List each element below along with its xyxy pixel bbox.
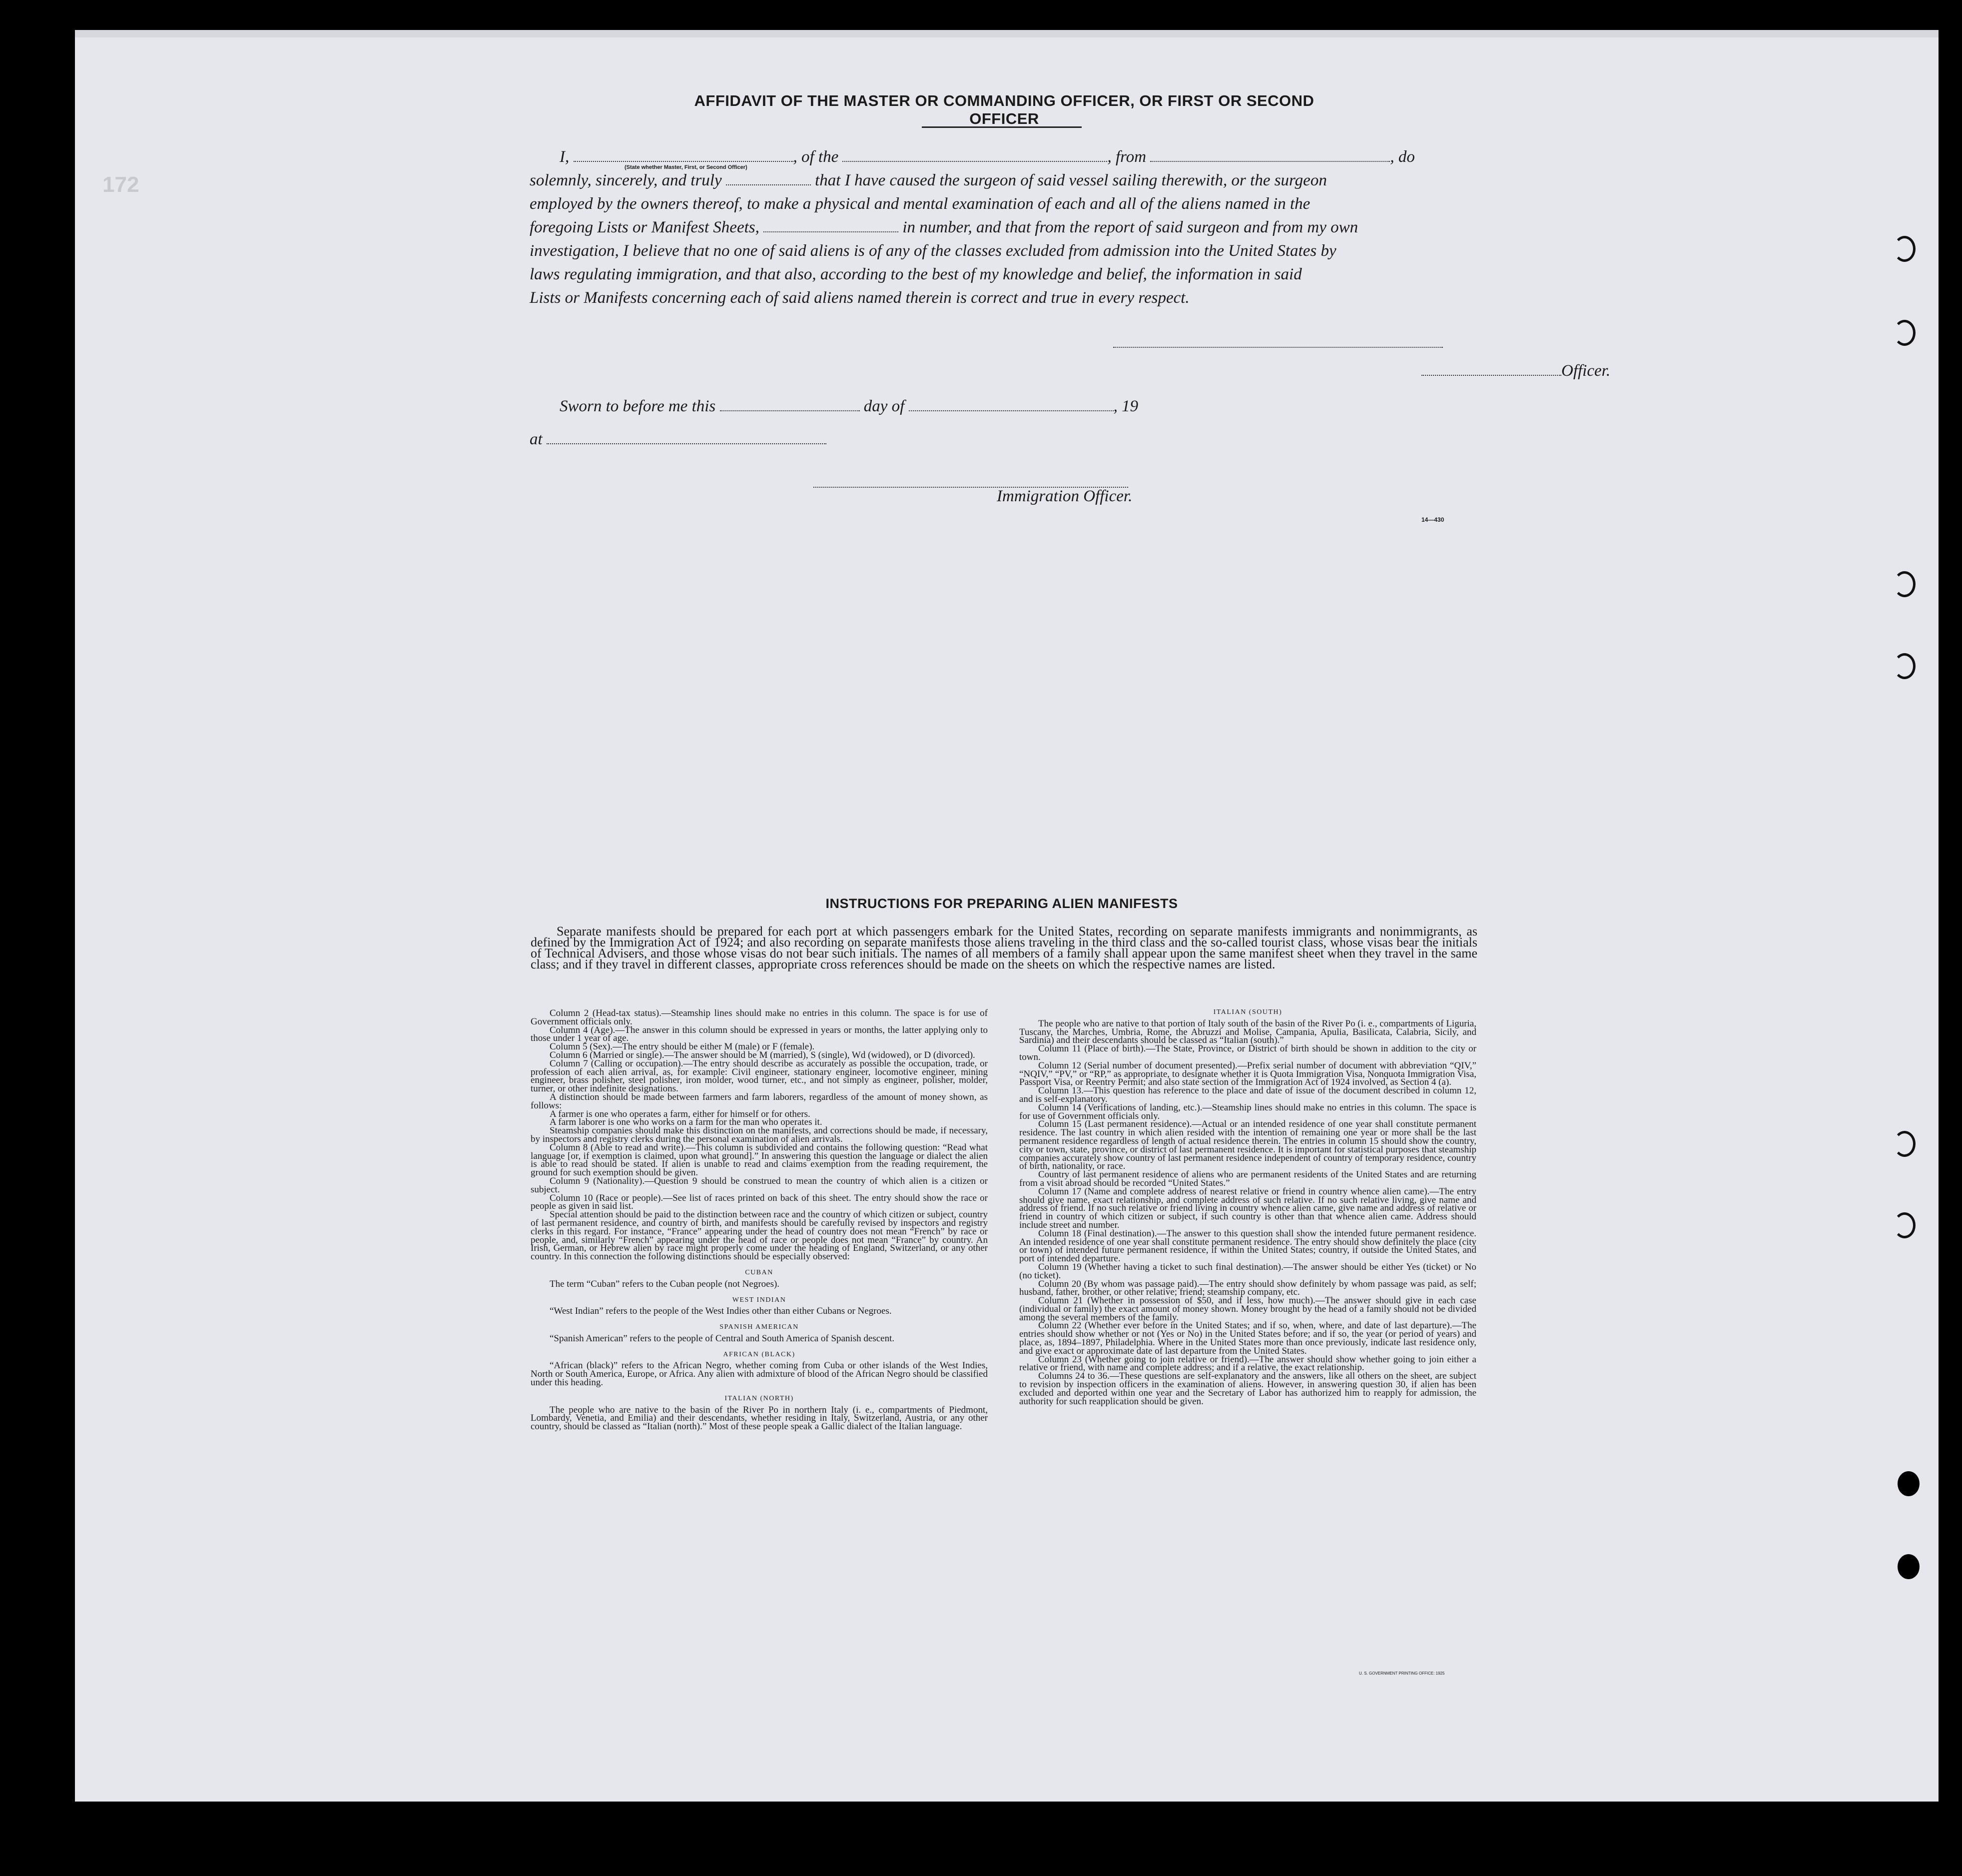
instruction-paragraph: The people who are native to that portion of Italy south of the basin of the River Po (i. e., compartments of Liguria, Tuscany, the Marches, Umbria, Rome, the Abruzzi and Molise, Campania, Apulia, Basilicata, Calabria, Sicily, and Sardinia) and their descendants should be classed as “Italian (south).” bbox=[1019, 1018, 1476, 1046]
instructions-right-column bbox=[1019, 1008, 1476, 1406]
officer-title-field[interactable] bbox=[1421, 364, 1561, 376]
affidavit-line-1: I, , of the , from , do bbox=[560, 148, 1415, 166]
instruction-paragraph: Column 17 (Name and complete address of nearest relative or friend in country whence alien came).—The entry should give name, exact relationship, and complete address of such relative. If no such relative living, give name and address of friend. If no such relative or friend living in country whence alien came, give name and address of relative or friend in country of which citizen or subject, if such country is other than that whence alien came. Address should include street and number. bbox=[1019, 1186, 1476, 1230]
solemnly-field[interactable] bbox=[726, 173, 811, 185]
instruction-paragraph: Column 11 (Place of birth).—The State, Province, or District of birth should be shown in addition to the city or town. bbox=[1019, 1043, 1476, 1062]
title-divider bbox=[922, 126, 1082, 128]
officer-rank-field[interactable] bbox=[574, 150, 793, 162]
vessel-name-field[interactable] bbox=[842, 150, 1107, 162]
binder-hole-icon bbox=[1898, 1471, 1920, 1496]
officer-signature: Officer. bbox=[1421, 362, 1610, 380]
immigration-officer-label: Immigration Officer. bbox=[997, 487, 1133, 505]
instruction-paragraph: Country of last permanent residence of aliens who are permanent residents of the United States and are returning from a visit abroad should be recorded “United States.” bbox=[1019, 1169, 1476, 1188]
instruction-paragraph: Column 12 (Serial number of document presented).—Prefix serial number of document with abbreviation “QIV,” “NQIV,” “PV,” or “RP,” as appropriate, to designate whether it is Quota Immigration Visa, Nonquota Immigration Visa, Passport Visa, or Reentry Permit; and also state section of the Immigration Act of 1924 involved, as Section 4 (a). bbox=[1019, 1060, 1476, 1088]
instruction-paragraph: Column 10 (Race or people).—See list of races printed on back of this sheet. The entry should show the race or people as given in said list. bbox=[531, 1192, 988, 1212]
instruction-paragraph: Column 14 (Verifications of landing, etc.).—Steamship lines should make no entries in this column. The space is for use of Government officials only. bbox=[1019, 1102, 1476, 1121]
affidavit-title: AFFIDAVIT OF THE MASTER OR COMMANDING OFFICER, OR FIRST OR SECOND OFFICER bbox=[694, 92, 1314, 127]
section-heading: CUBAN bbox=[745, 1268, 773, 1276]
affidavit-line-4: foregoing Lists or Manifest Sheets, in number, and that from the report of said surgeon and from my own bbox=[530, 218, 1358, 236]
instruction-paragraph: Column 15 (Last permanent residence).—Actual or an intended residence of one year shall constitute permanent residence. The last country in which alien resided with the intention of remaining one year or more shall be the last permanent residence regardless of length of actual residence therein. The entries in column 15 should show the country, city or town, state, province, or district of last permanent residence. It is important for statistical purposes that steamship companies accurately show country of last permanent residence independent of country of temporary residence, country of birth, nationality, or race. bbox=[1019, 1119, 1476, 1172]
binder-hole-icon bbox=[1898, 1554, 1920, 1579]
instruction-paragraph: “African (black)” refers to the African Negro, whether coming from Cuba or other islands of the West Indies, North or South America, Europe, or Africa. Any alien with admixture of blood of the African Negro should be classified under this heading. bbox=[531, 1360, 988, 1388]
instruction-paragraph: Column 13.—This question has reference to the place and date of issue of the document described in column 12, and is self-explanatory. bbox=[1019, 1085, 1476, 1104]
instruction-paragraph: Column 7 (Calling or occupation).—The entry should describe as accurately as possible the occupation, trade, or profession of each alien arrival, as, for example: Civil engineer, stationary engineer, locomotive engineer, mining engineer, brass polisher, steel polisher, iron molder, wood turner, etc., and not simply as engineer, polisher, molder, turner, or other indefinite designations. bbox=[531, 1058, 988, 1094]
instruction-paragraph: Column 22 (Whether ever before in the United States; and if so, when, where, and date of last departure).—The entries should show whether or not (Yes or No) in the United States before; and if so, the year (or period of years) and place, as, 1894–1897, Philadelphia. Where in the United States more than once previously, indicate last residence only, and give exact or approximate date of last departure from the United States. bbox=[1019, 1320, 1476, 1356]
instruction-paragraph: Column 18 (Final destination).—The answer to this question shall show the intended future permanent residence. An intended residence of one year shall constitute permanent residence. The entry should show definitely the place (city or town) of intended future permanent residence, if within the United States; country, if outside the United States, and port of intended departure. bbox=[1019, 1228, 1476, 1264]
instruction-paragraph: Column 20 (By whom was passage paid).—The entry should show definitely by whom passage was paid, as self; husband, father, brother, or other relative; friend; steamship company, etc. bbox=[1019, 1278, 1476, 1298]
instructions-intro: Separate manifests should be prepared for each port at which passengers embark for the United States, recording on separate manifests immigrants and nonimmigrants, as defined by the Immigration Act of 1924; and also recording on separate manifests those aliens traveling in the third class and the so-called tourist class, whose visas bear the initials of Technical Advisers, and those whose visas do not bear such initials. The names of all members of a family shall appear upon the same manifest sheet when they travel in the same class; and if they travel in different classes, appropriate cross references should be made on the sheets on which the respective names are listed. bbox=[531, 924, 1477, 971]
instruction-paragraph: Column 23 (Whether going to join relative or friend).—The answer should show whether going to join either a relative or friend, with name and complete address; and if a relative, the exact relationship. bbox=[1019, 1354, 1476, 1373]
officer-signature-line[interactable] bbox=[1113, 347, 1443, 348]
instruction-paragraph: Column 4 (Age).—The answer in this column should be expressed in years or months, the latter applying only to those under 1 year of age. bbox=[531, 1024, 988, 1044]
affidavit-line-6: laws regulating immigration, and that also, according to the best of my knowledge and belief, the information in said bbox=[530, 265, 1302, 283]
binder-hole-icon bbox=[1894, 236, 1916, 262]
instruction-paragraph: A farm laborer is one who works on a farm for the man who operates it. bbox=[550, 1117, 822, 1128]
affidavit-line-2: solemnly, sincerely, and truly that I have caused the surgeon of said vessel sailing therewith, or the surgeon bbox=[530, 171, 1327, 189]
instruction-paragraph: The people who are native to the basin of the River Po in northern Italy (i. e., compartments of Piedmont, Lombardy, Venetia, and Emilia) and their descendants, whether residing in Italy, Switzerland, Austria, or any other country, should be classed as “Italian (north).” Most of these people speak a Gallic dialect of the Italian language. bbox=[531, 1404, 988, 1432]
section-heading: AFRICAN (BLACK) bbox=[723, 1350, 795, 1358]
instructions-title: INSTRUCTIONS FOR PREPARING ALIEN MANIFESTS bbox=[825, 896, 1178, 911]
printer-imprint: U. S. GOVERNMENT PRINTING OFFICE: 1925 bbox=[1359, 1671, 1445, 1676]
binder-hole-icon bbox=[1894, 653, 1916, 679]
binder-hole-icon bbox=[1894, 320, 1916, 346]
affidavit-line-3: employed by the owners thereof, to make a physical and mental examination of each and all of the aliens named in the bbox=[530, 195, 1310, 213]
sworn-month-field[interactable] bbox=[909, 399, 1114, 411]
instruction-paragraph: Column 6 (Married or single).—The answer should be M (married), S (single), Wd (widowed), or D (divorced). bbox=[550, 1049, 975, 1060]
alien-count-field[interactable] bbox=[763, 220, 898, 232]
affidavit-line-7: Lists or Manifests concerning each of said aliens named therein is correct and true in every respect. bbox=[530, 289, 1190, 307]
binder-hole-icon bbox=[1894, 571, 1916, 597]
instruction-paragraph: The term “Cuban” refers to the Cuban people (not Negroes). bbox=[550, 1278, 780, 1289]
instruction-paragraph: “West Indian” refers to the people of the West Indies other than either Cubans or Negroes. bbox=[550, 1306, 892, 1317]
section-heading: ITALIAN (SOUTH) bbox=[1213, 1008, 1283, 1016]
departure-port-field[interactable] bbox=[1150, 150, 1390, 162]
section-heading: WEST INDIAN bbox=[732, 1296, 786, 1304]
sworn-line: Sworn to before me this day of , 19 bbox=[560, 397, 1139, 415]
section-heading: ITALIAN (NORTH) bbox=[724, 1394, 794, 1402]
instruction-paragraph: Columns 24 to 36.—These questions are self-explanatory and the answers, like all others on the sheet, are subject to revision by inspection officers in the examination of aliens. However, in answering question 30, if alien has been excluded and deported within one year and the Secretary of Labor has authorized him to reapply for admission, the authority for such reapplication should be given. bbox=[1019, 1371, 1476, 1407]
instructions-left-column bbox=[531, 1009, 988, 1431]
instruction-paragraph: Column 2 (Head-tax status).—Steamship lines should make no entries in this column. The space is for use of Government officials only. bbox=[531, 1008, 988, 1027]
instruction-paragraph: Special attention should be paid to the distinction between race and the country of which citizen or subject, country of last permanent residence, and country of birth, and manifests should be carefully revised by inspectors and registry clerks in this regard. For instance, “France” appearing under the head of country does not mean “French” by race or people, and, similarly “French” appearing under the head of race or people does not mean “France” by country. An Irish, German, or Hebrew alien by race might properly come under the heading of England, Switzerland, or any other country. In this connection the following distinctions should be especially observed: bbox=[531, 1209, 988, 1262]
form-number: 14—430 bbox=[1421, 516, 1444, 523]
binder-hole-icon bbox=[1894, 1212, 1916, 1238]
affidavit-line-5: investigation, I believe that no one of said aliens is of any of the classes excluded from admission into the United States by bbox=[530, 242, 1336, 260]
section-heading: SPANISH AMERICAN bbox=[719, 1323, 799, 1331]
place-line: at bbox=[530, 430, 826, 449]
instruction-paragraph: A farmer is one who operates a farm, either for himself or for others. bbox=[550, 1108, 810, 1119]
instruction-paragraph: Column 8 (Able to read and write).—This column is subdivided and contains the following question: “Read what language [or, if exemption is claimed, upon what ground].” In answering this question the language or dialect the alien is able to read should be stated. If alien is unable to read and claims exemption from the reading requirement, the ground for such exemption should be given. bbox=[531, 1142, 988, 1178]
instruction-paragraph: Column 9 (Nationality).—Question 9 should be construed to mean the country of which alien is a citizen or subject. bbox=[531, 1175, 988, 1195]
instruction-paragraph: “Spanish American” refers to the people of Central and South America of Spanish descent. bbox=[550, 1333, 895, 1344]
binder-hole-icon bbox=[1894, 1131, 1916, 1157]
sworn-place-field[interactable] bbox=[547, 432, 826, 444]
rank-field-note: (State whether Master, First, or Second Officer) bbox=[625, 164, 747, 170]
margin-page-number: 172 bbox=[102, 172, 139, 197]
instruction-paragraph: Column 21 (Whether in possession of $50, and if less, how much).—The answer should give in each case (individual or family) the exact amount of money shown. Money brought by the head of a family should not be divided among the several members of the family. bbox=[1019, 1295, 1476, 1323]
sworn-day-field[interactable] bbox=[720, 399, 860, 411]
instruction-paragraph: Steamship companies should make this distinction on the manifests, and corrections should be made, if necessary, by inspectors and registry clerks during the personal examination of alien arrivals. bbox=[531, 1125, 988, 1144]
instruction-paragraph: Column 19 (Whether having a ticket to such final destination).—The answer should be either Yes (ticket) or No (no ticket). bbox=[1019, 1261, 1476, 1281]
instruction-paragraph: A distinction should be made between farmers and farm laborers, regardless of the amount of money shown, as follows: bbox=[531, 1091, 988, 1111]
instruction-paragraph: Column 5 (Sex).—The entry should be either M (male) or F (female). bbox=[550, 1041, 815, 1052]
